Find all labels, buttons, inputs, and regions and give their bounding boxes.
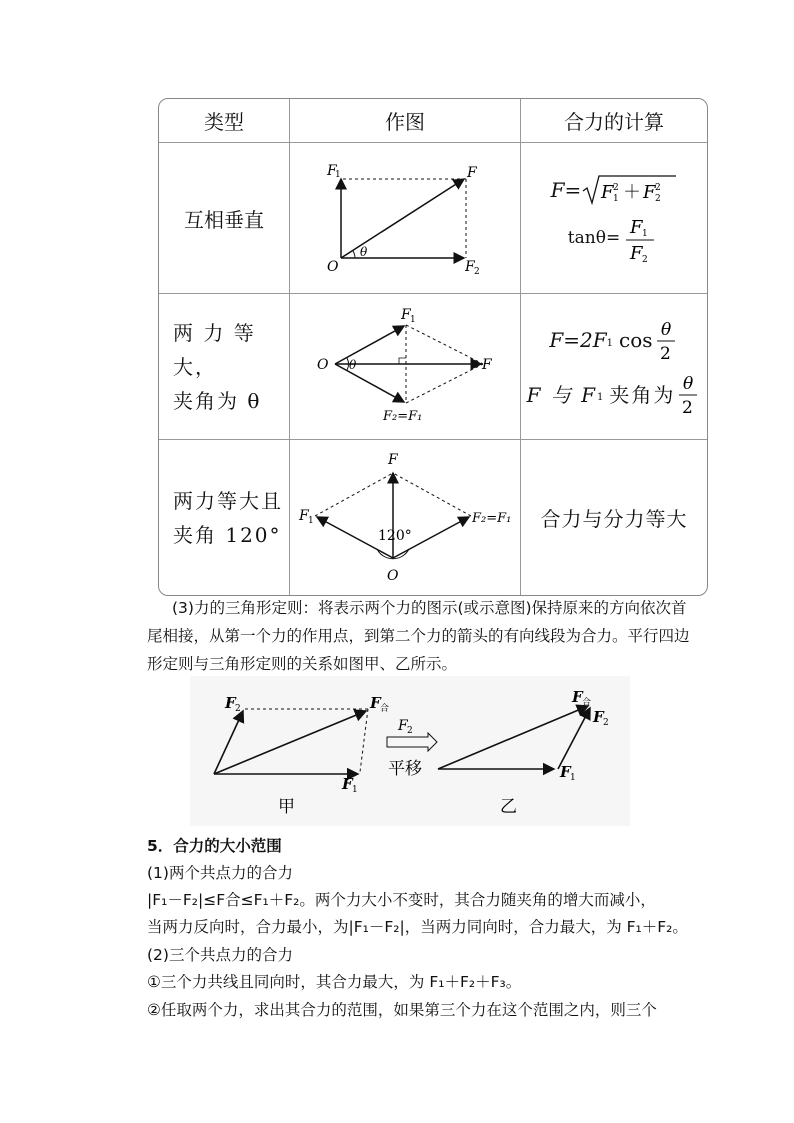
row2-type: [159, 294, 290, 440]
angle-120-diagram: [291, 440, 519, 590]
row3-type-line2: 夹角 120°: [173, 522, 282, 547]
dashed-edge: [406, 364, 483, 403]
label-fhe-right-sub: 合: [582, 698, 592, 708]
section5-sub2: (2)三个共点力的合力: [147, 946, 293, 964]
section5-line2: 当两力反向时，合力最小，为|F₁－F₂|，当两力同向时，合力最大，为 F₁＋F₂。: [147, 918, 688, 936]
cos-word: cos: [619, 327, 653, 352]
label-f2: F: [225, 694, 236, 712]
svg-text:＋: ＋: [623, 182, 642, 203]
force-composition-table: [158, 98, 708, 596]
header-type: 类型: [159, 99, 290, 143]
label-f2-sub: 2: [235, 704, 241, 714]
angle-formula-a: F 与 F: [526, 383, 598, 407]
tan-lhs: tanθ=: [567, 228, 621, 248]
label-f1-right: F: [560, 763, 571, 781]
para3-line2: 尾相接，从第一个力的作用点，到第二个力的箭头的有向线段为合力。平行四边: [147, 627, 690, 645]
label-f1-right-sub: 1: [570, 773, 576, 783]
label-f1: F: [401, 307, 411, 323]
label-f: F: [482, 357, 492, 373]
dashed-edge: [406, 325, 483, 364]
translate-label: 平移: [388, 759, 422, 779]
svg-text:F: F: [601, 182, 614, 203]
figure-background: [190, 676, 630, 826]
svg-text:2: 2: [659, 343, 671, 364]
label-120: 120°: [378, 528, 412, 544]
angle-formula-b: 夹角为: [609, 383, 676, 407]
para3-line3: 形定则与三角形定则的关系如图甲、乙所示。: [147, 655, 458, 673]
header-diagram: 作图: [290, 99, 521, 143]
label-f1-sub: 1: [308, 516, 314, 526]
right-angle-mark: [399, 358, 406, 364]
row1-formulas: [521, 143, 707, 294]
label-theta: θ: [349, 358, 357, 372]
svg-text:2: 2: [682, 397, 694, 418]
section5-title: 5．合力的大小范围: [147, 837, 282, 855]
row2-diagram: [290, 294, 521, 440]
row2-formulas: [521, 294, 707, 440]
tan-formula: [521, 210, 707, 266]
triangle-rule-figure: [190, 676, 630, 826]
label-f2-right-sub: 2: [603, 718, 609, 728]
svg-text:F: F: [630, 243, 643, 263]
formula-lhs: F=: [550, 178, 582, 202]
svg-text:F: F: [643, 182, 656, 203]
section5-line1: |F₁－F₂|≤F合≤F₁＋F₂。两个力大小不变时，其合力随夹角的增大而减小，: [147, 891, 656, 909]
label-o: O: [317, 357, 329, 373]
f2-vector: [335, 364, 404, 402]
equal-forces-diagram: [291, 294, 519, 434]
svg-text:θ: θ: [660, 319, 671, 340]
label-f2-eq-f1: F₂=F₁: [472, 511, 512, 526]
label-fhe-right: F: [572, 688, 583, 706]
sqrt-sign: [581, 173, 677, 207]
row2-type-line1: 两 力 等 大，: [173, 320, 256, 379]
half-theta-fraction-2: [675, 369, 701, 419]
dashed-edge: [315, 473, 393, 516]
sub-1: 1: [606, 338, 614, 349]
label-f2-sub: 2: [474, 267, 480, 277]
label-f1-sub: 1: [335, 170, 341, 180]
table-row: [159, 440, 707, 595]
label-theta: θ: [360, 245, 368, 259]
svg-text:1: 1: [613, 194, 620, 204]
label-f1-sub: 1: [352, 785, 358, 795]
table-row: [159, 294, 707, 440]
f1-vector: [335, 326, 404, 364]
row2-type-line2: 夹角为 θ: [173, 388, 262, 413]
label-f2-right: F: [593, 708, 604, 726]
svg-text:θ: θ: [683, 373, 694, 394]
section5-item1: ①三个力共线且同向时，其合力最大，为 F₁＋F₂＋F₃。: [147, 973, 522, 991]
label-f2: F: [465, 259, 475, 275]
svg-text:2: 2: [655, 194, 662, 204]
section5-sub1: (1)两个共点力的合力: [147, 864, 293, 882]
translate-f2-label: F: [398, 718, 408, 734]
svg-text:1: 1: [642, 229, 648, 239]
translate-f2-sub: 2: [407, 726, 413, 736]
dashed-edge: [393, 473, 471, 516]
angle-formula: [521, 367, 707, 421]
cos-formula: [521, 313, 707, 367]
tan-fraction: [620, 213, 660, 263]
resultant-formula: [521, 170, 707, 210]
row1-type: 互相垂直: [159, 143, 290, 294]
sub-1b: 1: [597, 392, 604, 403]
label-f1: F: [327, 163, 337, 179]
row3-result: 合力与分力等大: [540, 507, 688, 531]
svg-text:2: 2: [642, 255, 648, 263]
row3-type-line1: 两力等大且: [173, 488, 283, 513]
caption-jia: 甲: [278, 797, 295, 817]
svg-text:2: 2: [655, 183, 662, 193]
label-o: O: [327, 259, 339, 275]
half-theta-fraction: [653, 315, 679, 365]
row3-type: [159, 440, 290, 595]
label-f2-eq-f1: F₂=F₁: [383, 409, 423, 424]
section5-item2: ②任取两个力，求出其合力的范围，如果第三个力在这个范围之内，则三个: [147, 1001, 657, 1019]
label-f: F: [467, 165, 477, 181]
label-f: F: [388, 452, 398, 468]
label-f1-sub: 1: [410, 315, 416, 325]
label-fhe-sub: 合: [380, 704, 390, 714]
row1-diagram: [290, 143, 521, 294]
svg-text:F: F: [630, 217, 643, 238]
perpendicular-diagram: [291, 143, 519, 288]
label-o: O: [387, 568, 399, 584]
table-row: [159, 143, 707, 294]
cos-formula-lhs: F=2F: [549, 327, 607, 352]
angle-arc: [353, 251, 355, 258]
header-calculation: 合力的计算: [521, 99, 707, 143]
row3-diagram: [290, 440, 521, 595]
caption-yi: 乙: [500, 797, 517, 817]
para3-line1: (3)力的三角形定则：将表示两个力的图示(或示意图)保持原来的方向依次首: [172, 599, 687, 617]
label-fhe: F: [370, 694, 381, 712]
label-f1: F: [342, 775, 353, 793]
svg-text:2: 2: [613, 183, 620, 193]
label-f1: F: [299, 508, 309, 524]
table-header-row: [159, 99, 707, 143]
